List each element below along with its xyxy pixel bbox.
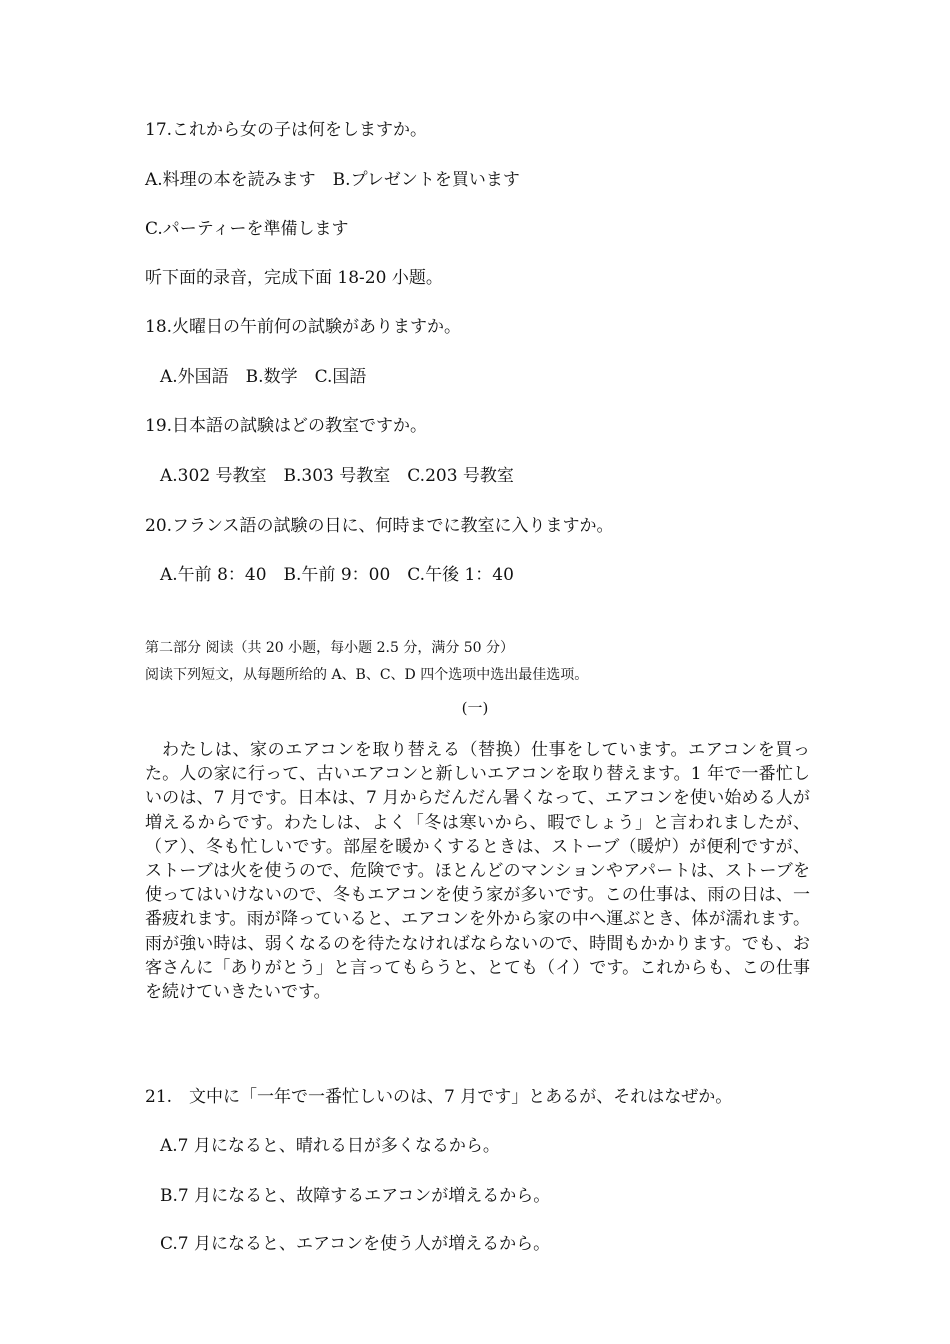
- question-21: 21. 文中に「一年で一番忙しいのは、7 月です」とあるが、それはなぜか。: [145, 1087, 733, 1107]
- passage-heading: (一): [461, 699, 489, 717]
- reading-passage: わたしは、家のエアコンを取り替える（替换）仕事をしています。エアコンを買った。人の家に行って、古いエアコンと新しいエアコンを取り替えます。1 年で一番忙しいのは、7 月です。日本は、7 月からだんだん暑くなって、エアコンを使い始める人が増えるからです。わたしは、よく「冬は寒いから、暇でしょう」と言われましたが、（ア）、冬も忙しいです。部屋を暖かくするときは、ストーブ（暖炉）が便利ですが、ストーブは火を使うので、危険です。ほとんどのマンションやアパートは、ストーブを使ってはいけないので、冬もエアコンを使う家が多いです。この仕事は、雨の日は、一番疲れます。雨が降っていると、エアコンを外から家の中へ運ぶとき、体が濡れます。雨が強い時は、弱くなるのを待たなければならないので、時間もかかります。でも、お客さんに「ありがとう」と言ってもらうと、とても（イ）です。これからも、この仕事を続けていきたいです。: [145, 740, 810, 1003]
- question-17-options-ab: A.料理の本を読みます B.プレゼントを買います: [145, 170, 520, 190]
- question-19: 19.日本語の試験はどの教室ですか。: [145, 416, 428, 436]
- question-21-option-b: B.7 月になると、故障するエアコンが増えるから。: [160, 1186, 551, 1206]
- question-20: 20.フランス語の試験の日に、何時までに教室に入りますか。: [145, 516, 614, 536]
- question-17: 17.これから女の子は何をしますか。: [145, 120, 428, 140]
- question-18-options: A.外国語 B.数学 C.国語: [160, 367, 367, 387]
- question-17-option-c: C.パーティーを準備します: [145, 219, 349, 239]
- question-21-option-c: C.7 月になると、エアコンを使う人が増えるから。: [160, 1234, 551, 1254]
- question-18: 18.火曜日の午前何の試験がありますか。: [145, 317, 462, 337]
- section-title: 第二部分 阅读（共 20 小题，每小题 2.5 分，满分 50 分）: [145, 640, 515, 656]
- listening-instruction: 听下面的录音，完成下面 18-20 小题。: [145, 268, 443, 288]
- question-20-options: A.午前 8：40 B.午前 9：00 C.午後 1：40: [160, 565, 514, 585]
- question-21-option-a: A.7 月になると、晴れる日が多くなるから。: [160, 1136, 500, 1156]
- section-instruction: 阅读下列短文，从每题所给的 A、B、C、D 四个选项中选出最佳选项。: [145, 667, 589, 683]
- question-19-options: A.302 号教室 B.303 号教室 C.203 号教室: [160, 466, 514, 486]
